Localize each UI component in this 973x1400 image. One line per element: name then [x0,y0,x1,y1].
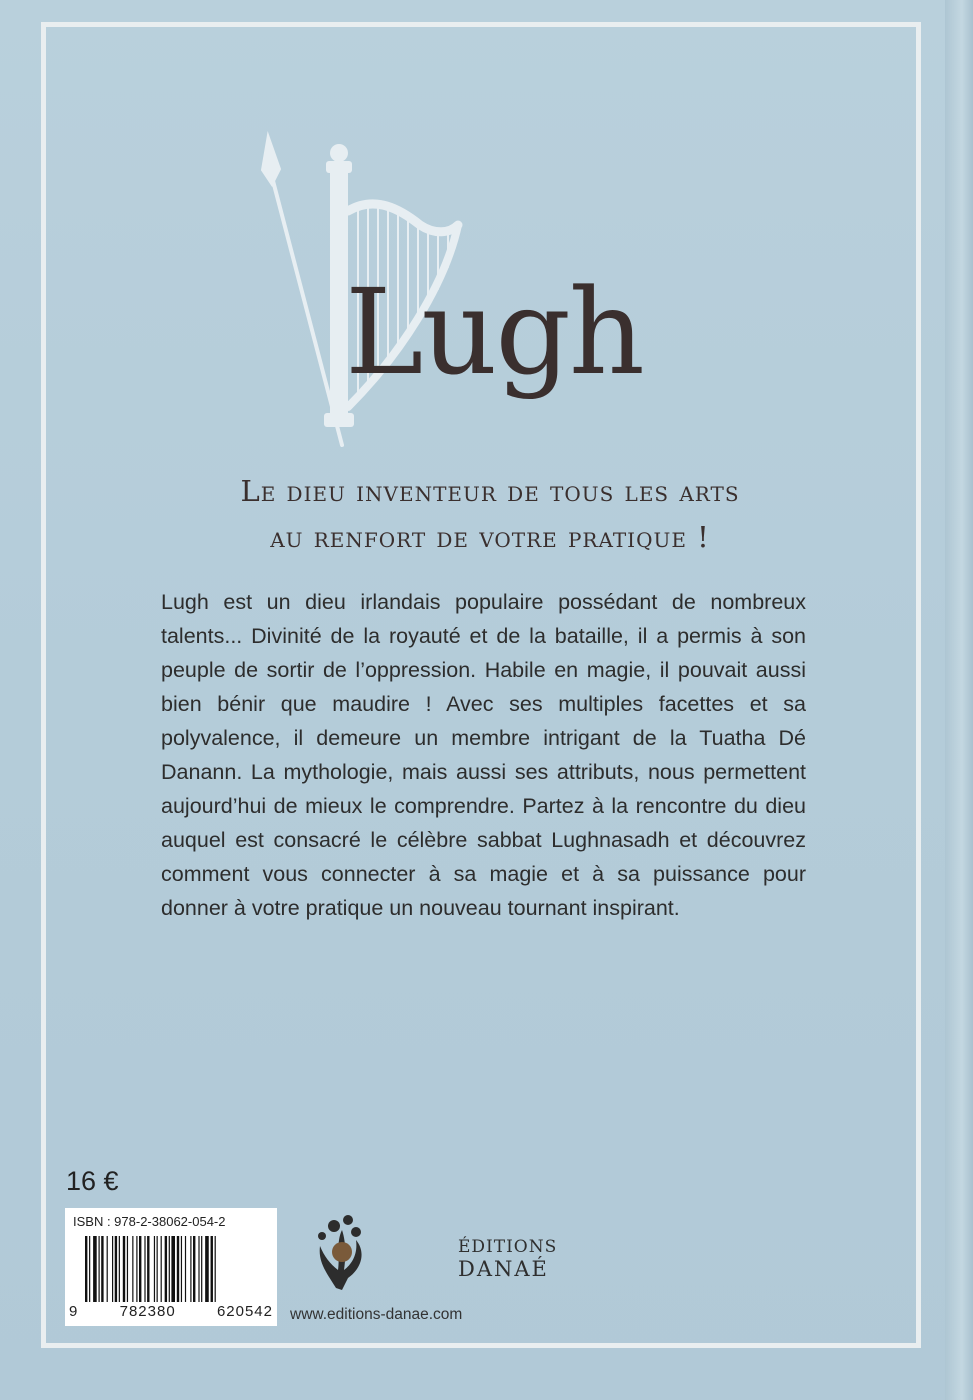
ean-digits [69,1303,273,1320]
ean-digit-group-2: 620542 [216,1303,273,1320]
price: 16 € [66,1166,119,1196]
publisher-name [458,1236,557,1280]
publisher-name-line-1: ÉDITIONS [458,1237,558,1257]
ean-digit-group-1: 782380 [119,1303,176,1320]
barcode-label [65,1208,277,1326]
publisher-website: www.editions-danae.com [290,1306,463,1323]
book-title: Lugh [345,263,643,401]
book-spine-edge [945,0,973,1400]
book-tagline [120,468,860,560]
ean-digit-prefix: 9 [69,1303,79,1320]
publisher-name-line-2: DANAÉ [458,1257,549,1281]
barcode-icon [85,1236,261,1302]
isbn-number: ISBN : 978-2-38062-054-2 [73,1214,226,1229]
tagline-line-2: au renfort de votre pratique ! [270,520,710,554]
tagline-line-1: Le dieu inventeur de tous les arts [240,474,740,508]
book-description: Lugh est un dieu irlandais populaire possédant de nombreux talents... Divinité de la royauté et de la bataille, il a permis à son peuple de sortir de l’oppression. Habile en magie, il pouvait aussi bien bénir que maudire ! Avec ses multiples facettes et sa polyvalence, il demeure un membre intrigant de la Tuatha Dé Danann. La mythologie, mais aussi ses attributs, nous permettent aujourd’hui de mieux le comprendre. Partez à la rencontre du dieu auquel est consacré le célèbre sabbat Lughnasadh et découvrez comment vous connecter à sa magie et à sa puissance pour donner à votre pratique un nouveau tournant inspirant. [161,590,806,920]
